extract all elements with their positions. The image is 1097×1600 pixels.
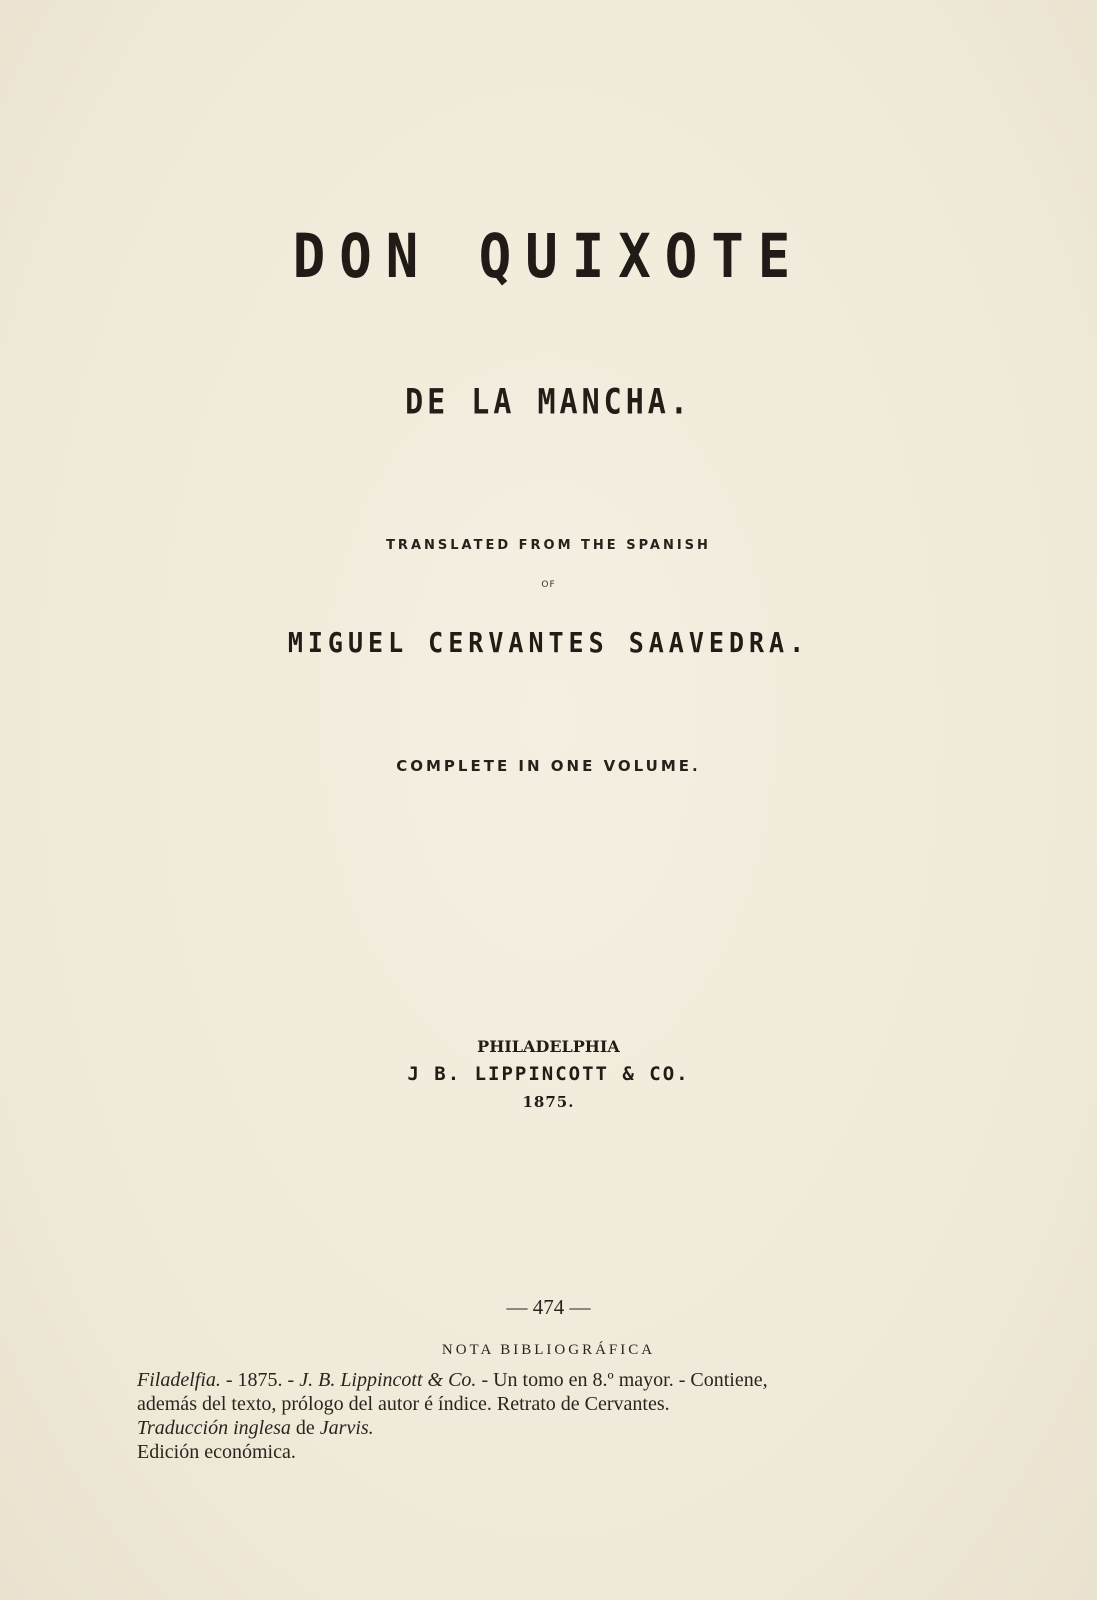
- note-line-4: Edición económica.: [137, 1441, 296, 1463]
- note-heading: NOTA BIBLIOGRÁFICA: [441, 1342, 656, 1358]
- note-publisher: J. B. Lippincott & Co.: [299, 1369, 477, 1391]
- translated-line: TRANSLATED FROM THE SPANISH: [386, 538, 711, 553]
- book-subtitle: DE LA MANCHA.: [405, 382, 692, 423]
- note-line-1: [137, 1368, 897, 1392]
- book-title: DON QUIXOTE: [292, 221, 805, 292]
- note-place: Filadelfia.: [137, 1369, 221, 1391]
- of-line: OF: [541, 580, 556, 590]
- note-translation-label: Traducción inglesa: [137, 1417, 291, 1439]
- author-name: MIGUEL CERVANTES SAAVEDRA.: [287, 626, 810, 659]
- page-number: — 474 —: [506, 1295, 591, 1319]
- note-year: - 1875. -: [220, 1369, 300, 1391]
- volume-line: COMPLETE IN ONE VOLUME.: [396, 757, 701, 775]
- imprint-year: 1875.: [522, 1093, 575, 1111]
- imprint-city: PHILADELPHIA: [477, 1037, 620, 1056]
- note-translator: Jarvis.: [319, 1417, 374, 1439]
- note-de: de: [290, 1417, 320, 1439]
- note-line-3: [137, 1416, 897, 1440]
- bibliographic-note: [137, 1368, 897, 1464]
- note-line-2: además del texto, prólogo del autor é índice. Retrato de Cervantes.: [137, 1393, 670, 1415]
- imprint-publisher: J B. LIPPINCOTT & CO.: [407, 1063, 690, 1085]
- note-description: - Un tomo en 8.º mayor. - Contiene,: [476, 1369, 768, 1391]
